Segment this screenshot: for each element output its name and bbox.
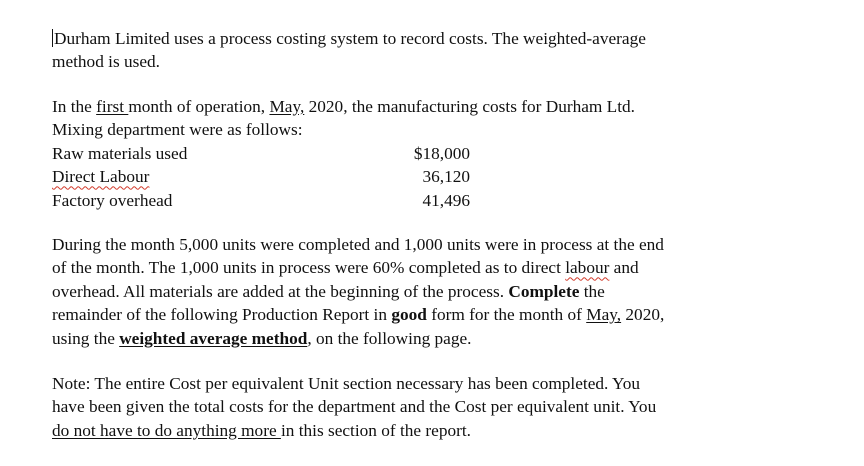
cost-row-raw-materials — [52, 142, 482, 165]
complete-bold: Complete — [508, 281, 580, 301]
cost-row-direct-labour — [52, 165, 482, 188]
costs-intro-text-b: month of operation, — [128, 97, 270, 116]
cost-value: 41,496 — [422, 190, 470, 210]
first-underlined: first — [96, 97, 129, 116]
may-underlined: May, — [586, 305, 622, 325]
instructions-text: the — [579, 281, 605, 301]
intro-line-2: method is used. — [52, 52, 160, 72]
instructions-text: , on the following page. — [307, 328, 472, 348]
instructions-paragraph — [52, 233, 842, 350]
cost-value: 36,120 — [422, 167, 470, 187]
intro-line-1: Durham Limited uses a process costing system to record costs. The weighted-average — [54, 29, 646, 48]
cost-value: $18,000 — [413, 144, 470, 163]
cost-label: Raw materials used — [52, 144, 188, 163]
may-underlined: May, — [269, 97, 305, 116]
note-line-1: Note: The entire Cost per equivalent Unit section necessary has been completed. You — [52, 374, 641, 393]
note-paragraph — [52, 372, 842, 442]
text-cursor — [52, 29, 53, 47]
instructions-text: using the — [52, 328, 120, 348]
note-text: in this section of the report. — [280, 420, 471, 440]
cost-label: Direct Labour — [52, 167, 150, 187]
cost-label: Factory overhead — [52, 190, 173, 210]
manufacturing-costs-table — [52, 142, 482, 212]
good-bold: good — [391, 305, 427, 325]
labour-misspelled: labour — [565, 258, 610, 278]
instructions-text: 2020, — [621, 305, 665, 325]
instructions-text: form for the month of — [426, 305, 587, 325]
note-line-2: have been given the total costs for the department and the Cost per equivalent unit. You — [52, 397, 657, 417]
weighted-average-method-bold: weighted average method — [119, 328, 308, 348]
cost-row-factory-overhead — [52, 189, 482, 212]
costs-intro-text-c: 2020, the manufacturing costs for Durham Ltd. — [304, 97, 635, 116]
instructions-line-1: During the month 5,000 units were completed and 1,000 units were in process at the end — [52, 235, 664, 254]
instructions-text: of the month. The 1,000 units in process were 60% completed as to direct — [52, 258, 566, 278]
instructions-text: overhead. All materials are added at the beginning of the process. — [52, 281, 509, 301]
costs-intro-text-a: In the — [52, 97, 97, 116]
costs-intro-line-2: Mixing department were as follows: — [52, 120, 303, 140]
instructions-text: and — [609, 258, 639, 278]
costs-intro-paragraph — [52, 95, 842, 142]
intro-paragraph — [52, 27, 842, 74]
note-underlined: do not have to do anything more — [52, 420, 281, 440]
instructions-text: remainder of the following Production Report in — [52, 305, 392, 325]
